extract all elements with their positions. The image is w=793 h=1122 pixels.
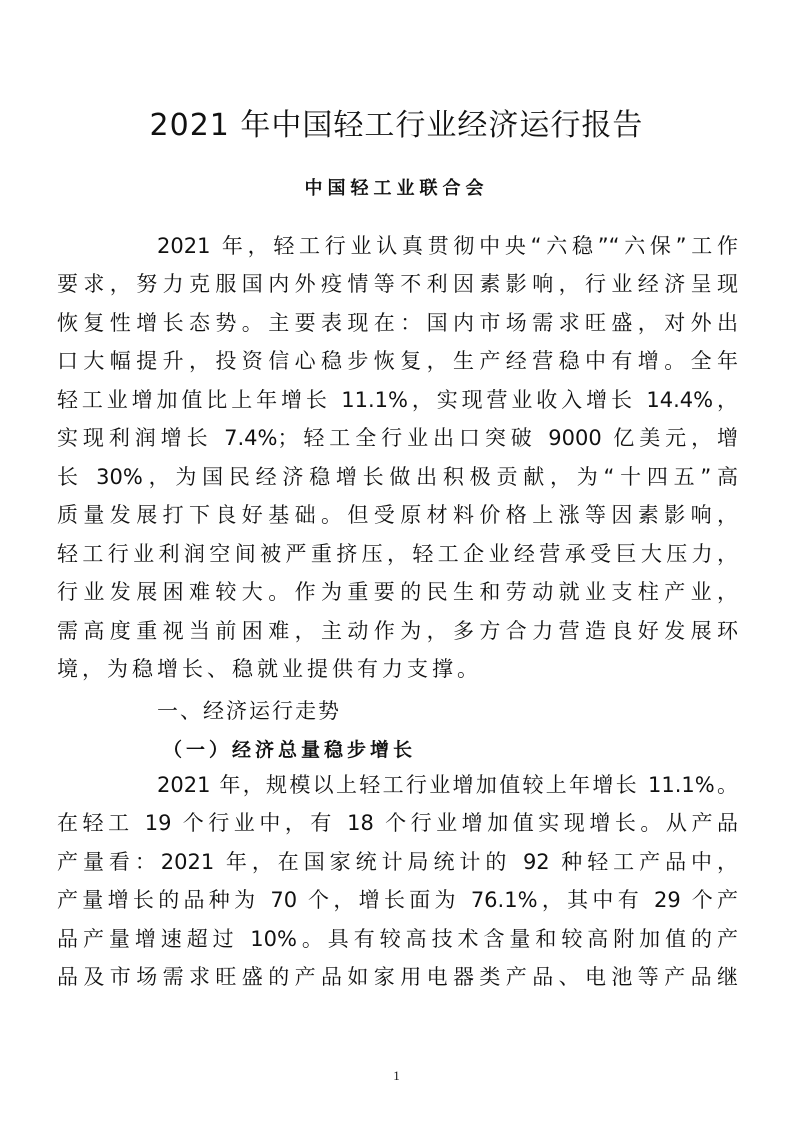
subsection-heading: （一）经济总量稳步增长 <box>163 739 417 761</box>
text-line: 2021 年，轻工行业认真贯彻中央“六稳”“六保”工作 <box>157 234 738 258</box>
text-line: 轻工业增加值比上年增长 11.1%，实现营业收入增长 14.4%， <box>57 387 738 412</box>
document-title: 2021 年中国轻工行业经济运行报告 <box>149 108 644 143</box>
text-line: 要求，努力克服国内外疫情等不利因素影响，行业经济呈现 <box>57 272 738 297</box>
text-line: 质量发展打下良好基础。但受原材料价格上涨等因素影响， <box>57 503 738 528</box>
text-line: 在轻工 19 个行业中，有 18 个行业增加值实现增长。从产品 <box>57 811 738 836</box>
text-line: 需高度重视当前困难，主动作为，多方合力营造良好发展环 <box>57 618 738 643</box>
text-line: 口大幅提升，投资信心稳步恢复，生产经营稳中有增。全年 <box>57 349 738 374</box>
text-line: 境，为稳增长、稳就业提供有力支撑。 <box>57 656 482 681</box>
text-line: 产量增长的品种为 70 个，增长面为 76.1%，其中有 29 个产 <box>57 888 738 913</box>
text-line: 实现利润增长 7.4%；轻工全行业出口突破 9000 亿美元，增 <box>57 426 738 451</box>
text-line: 品产量增速超过 10%。具有较高技术含量和较高附加值的产 <box>57 926 738 951</box>
page-number: 1 <box>393 1068 400 1083</box>
document-author: 中国轻工业联合会 <box>304 178 489 199</box>
text-line: 恢复性增长态势。主要表现在：国内市场需求旺盛，对外出 <box>57 310 738 335</box>
text-line: 2021 年，规模以上轻工行业增加值较上年增长 11.1%。 <box>157 773 738 797</box>
text-line: 轻工行业利润空间被严重挤压，轻工企业经营承受巨大压力， <box>57 541 738 566</box>
text-line: 品及市场需求旺盛的产品如家用电器类产品、电池等产品继 <box>57 965 738 990</box>
text-line: 长 30%，为国民经济稳增长做出积极贡献，为“十四五”高 <box>57 464 738 489</box>
text-line: 行业发展困难较大。作为重要的民生和劳动就业支柱产业， <box>57 580 738 605</box>
text-line: 产量看：2021 年，在国家统计局统计的 92 种轻工产品中， <box>57 849 738 874</box>
section-heading: 一、经济运行走势 <box>157 699 341 723</box>
